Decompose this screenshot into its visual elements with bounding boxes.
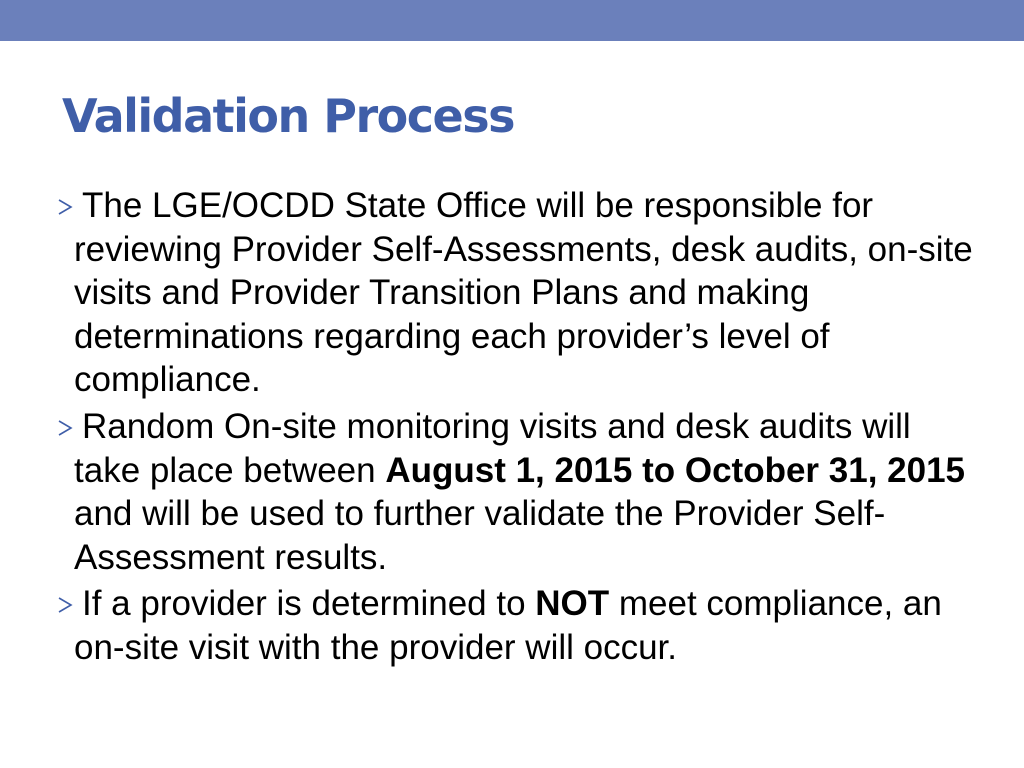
bullet-text-segment: If a provider is determined to <box>82 584 536 624</box>
bullet-text <box>74 584 942 667</box>
bullet-text <box>74 407 965 577</box>
arrowhead-bullet-icon <box>56 198 74 216</box>
bullet-text-date-range: August 1, 2015 to October 31, 2015 <box>385 450 965 490</box>
bullet-text-emphasis-not: NOT <box>535 584 610 624</box>
slide-title: Validation Process <box>62 89 514 143</box>
bullet-item-noncompliance <box>56 582 976 669</box>
top-accent-bar <box>0 0 1024 41</box>
arrowhead-bullet-icon <box>56 419 74 437</box>
bullet-text <box>74 186 973 399</box>
bullet-item-monitoring <box>56 405 976 579</box>
bullet-item-responsibility <box>56 184 976 402</box>
bullet-text-segment: meet compliance, an on-site visit with the provider will occur. <box>74 584 942 667</box>
bullet-list <box>56 184 976 673</box>
arrowhead-bullet-icon <box>56 596 74 614</box>
bullet-text-segment: and will be used to further validate the Provider Self-Assessment results. <box>74 494 886 577</box>
bullet-text-segment: The LGE/OCDD State Office will be responsible for reviewing Provider Self-Assessments, desk audits, on-site visits and Provider Transition Plans and making determinations regarding each provider’s level of compliance. <box>74 186 973 400</box>
bullet-text-segment: Random On-site monitoring visits and desk audits will take place between <box>74 406 911 490</box>
